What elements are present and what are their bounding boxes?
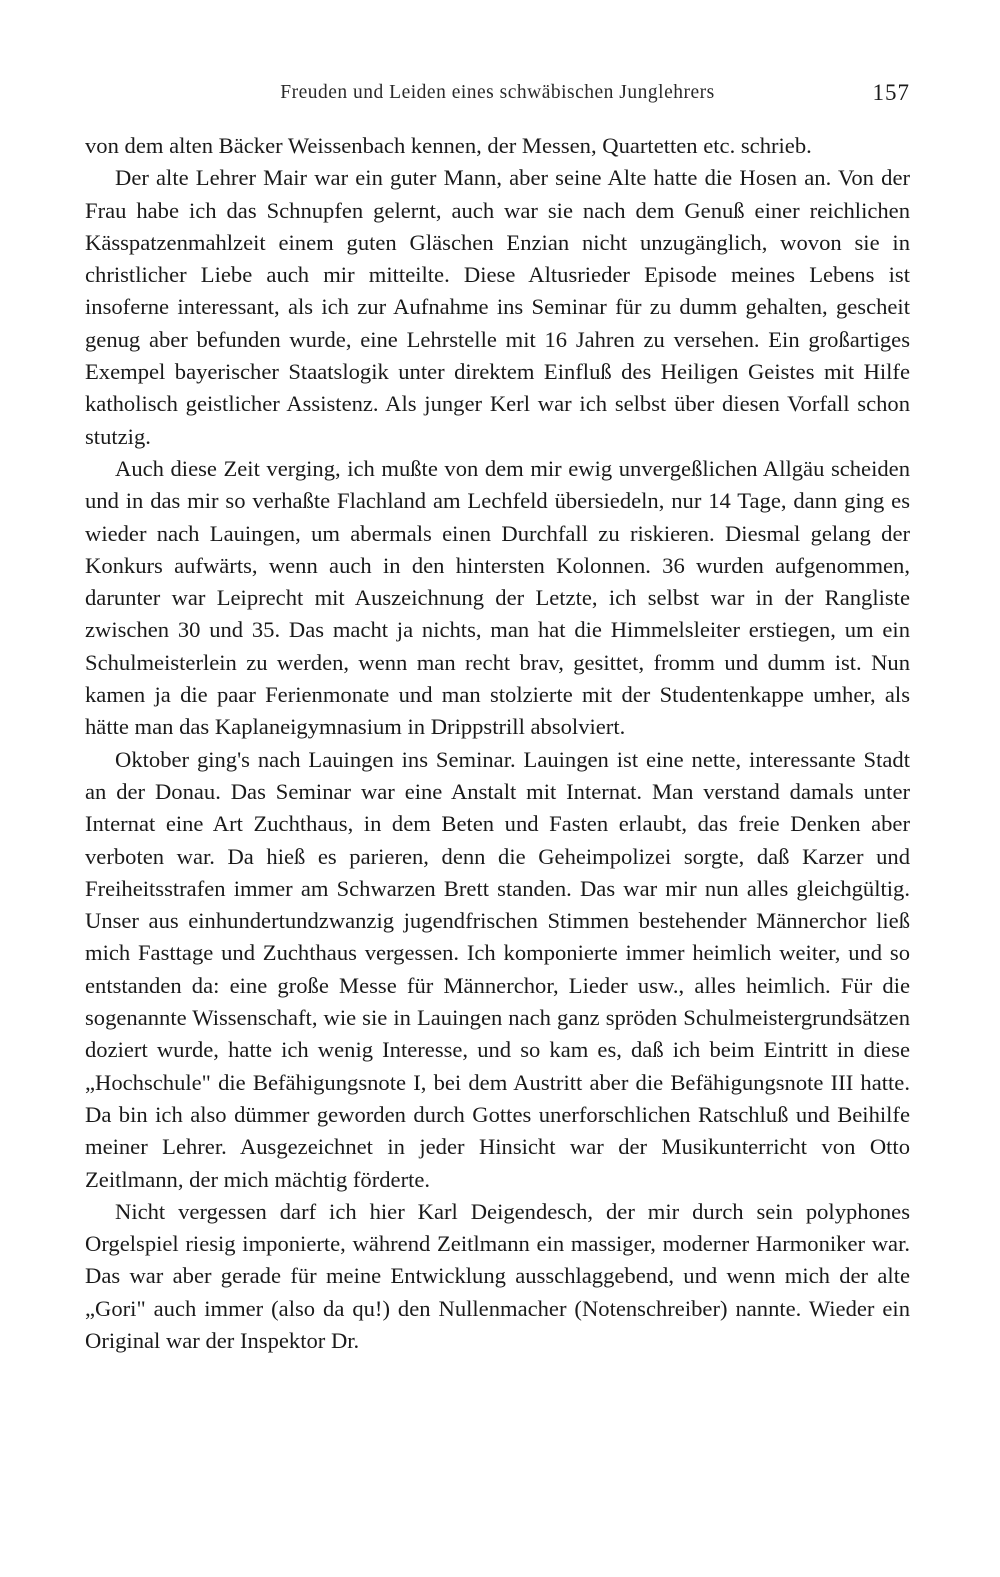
paragraph-2: Der alte Lehrer Mair war ein guter Mann, aber seine Alte hatte die Hosen an. Von der Frau habe ich das Schnupfen gelernt, auch war sie nach dem Genuß einer reichlichen Kässpatzenmahlzeit einem guten Gläschen Enzian nicht unzugänglich, wovon sie in christlicher Liebe auch mir mitteilte. Diese Altusrieder Episode meines Lebens ist insoferne interessant, als ich zur Aufnahme ins Seminar für zu dumm gehalten, gescheit genug aber befunden wurde, eine Lehrstelle mit 16 Jahren zu versehen. Ein großartiges Exempel bayerischer Staatslogik unter direktem Einfluß des Heiligen Geistes mit Hilfe katholisch geistlicher Assistenz. Als junger Kerl war ich selbst über diesen Vorfall schon stutzig. [85, 165, 910, 449]
paragraph-1: von dem alten Bäcker Weissenbach kennen, der Messen, Quartetten etc. schrieb. [85, 133, 812, 158]
paragraph-3: Auch diese Zeit verging, ich mußte von dem mir ewig unvergeßlichen Allgäu scheiden und in das mir so verhaßte Flachland am Lechfeld übersiedeln, nur 14 Tage, dann ging es wieder nach Lauingen, um abermals einen Durchfall zu riskieren. Diesmal gelang der Konkurs aufwärts, wenn auch in den hintersten Kolonnen. 36 wurden aufgenommen, darunter war Leiprecht mit Auszeichnung der Letzte, ich selbst war in der Rangliste zwischen 30 und 35. Das macht ja nichts, man hat die Himmelsleiter erstiegen, um ein Schulmeisterlein zu werden, wenn man recht brav, gesittet, fromm und dumm ist. Nun kamen ja die paar Ferienmonate und man stolzierte mit der Studentenkappe umher, als hätte man das Kaplaneigymnasium in Drippstrill absolviert. [85, 455, 910, 740]
paragraph-5: Nicht vergessen darf ich hier Karl Deigendesch, der mir durch sein polyphones Orgelspiel riesig imponierte, während Zeitlmann ein massiger, moderner Harmoniker war. Das war aber gerade für meine Entwicklung ausschlaggebend, und wenn mich der alte „Gori" auch immer (also da qu!) den Nullenmacher (Notenschreiber) nannte. Wieder ein Original war der Inspektor Dr. [85, 1198, 910, 1353]
running-title: Freuden und Leiden eines schwäbischen Junglehrers [280, 82, 715, 103]
page-number: 157 [872, 80, 910, 105]
book-page [85, 78, 910, 1357]
paragraph-4: Oktober ging's nach Lauingen ins Seminar. Lauingen ist eine nette, interessante Stadt an der Donau. Das Seminar war eine Anstalt mit Internat. Man verstand damals unter Internat eine Art Zuchthaus, in dem Beten und Fasten erlaubt, das freie Denken aber verboten war. Da hieß es parieren, denn die Geheimpolizei sorgte, daß Karzer und Freiheitsstrafen immer am Schwarzen Brett standen. Das war mir nun alles gleichgültig. Unser aus einhundertundzwanzig jugendfrischen Stimmen bestehender Männerchor ließ mich Fasttage und Zuchthaus vergessen. Ich komponierte immer heimlich weiter, und so entstanden da: eine große Messe für Männerchor, Lieder usw., alles heimlich. Für die sogenannte Wissenschaft, wie sie in Lauingen nach ganz spröden Schulmeistergrundsätzen doziert wurde, hatte ich wenig Interesse, und so kam es, daß ich beim Eintritt in diese „Hochschule" die Befähigungsnote I, bei dem Austritt aber die Befähigungsnote III hatte. Da bin ich also dümmer geworden durch Gottes unerforschlichen Ratschluß und Beihilfe meiner Lehrer. Ausgezeichnet in jeder Hinsicht war der Musikunterricht von Otto Zeitlmann, der mich mächtig förderte. [85, 746, 910, 1192]
running-header [85, 78, 910, 112]
body-text [85, 130, 910, 1357]
